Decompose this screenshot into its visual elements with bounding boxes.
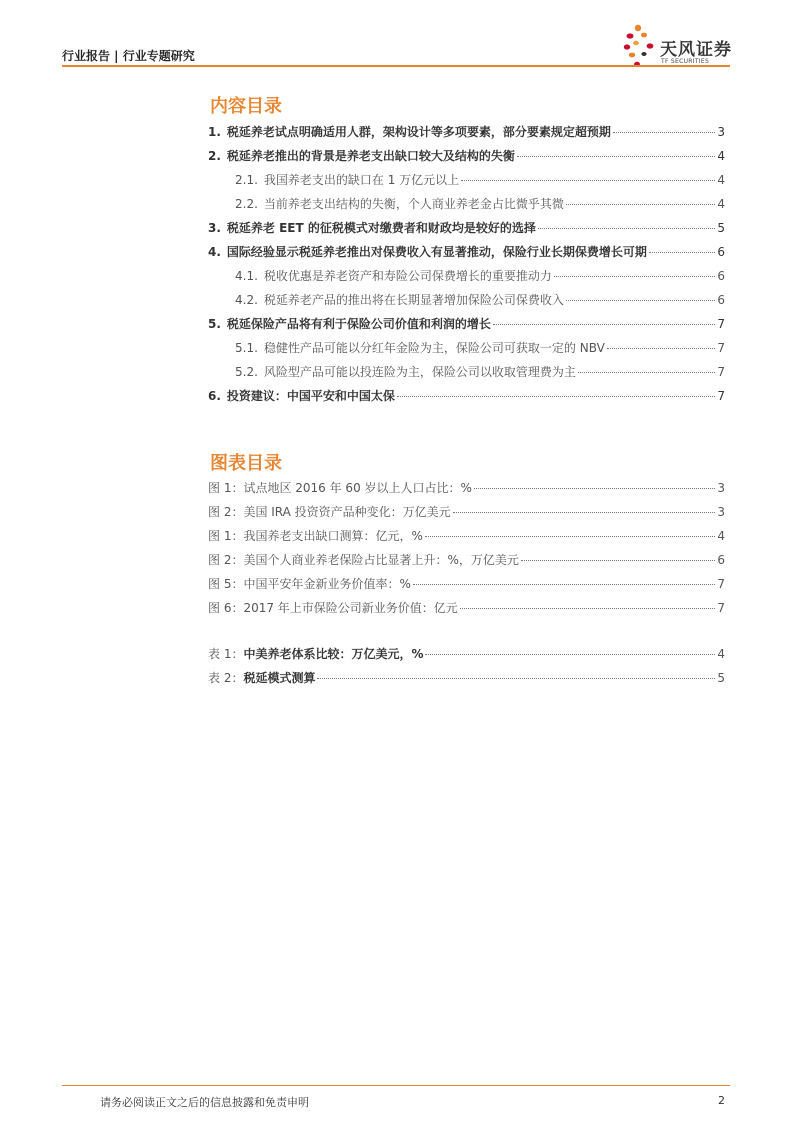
table-entry[interactable]: 表 2： 税延模式测算 5	[208, 671, 725, 685]
toc-subentry[interactable]: 5.1. 稳健性产品可能以分红年金险为主，保险公司可获取一定的 NBV 7	[235, 341, 725, 355]
toc-entry[interactable]: 5. 税延保险产品将有利于保险公司价值和利润的增长 7	[208, 317, 725, 331]
footer-disclaimer: 请务必阅读正文之后的信息披露和免责申明	[100, 1096, 309, 1109]
toc-subentry[interactable]: 4.1. 税收优惠是养老资产和寿险公司保费增长的重要推动力 6	[235, 269, 725, 283]
toc-entry[interactable]: 2. 税延养老推出的背景是养老支出缺口较大及结构的失衡 4	[208, 149, 725, 163]
toc-subentry[interactable]: 5.2. 风险型产品可能以投连险为主，保险公司以收取管理费为主 7	[235, 365, 725, 379]
table-entry[interactable]: 表 1： 中美养老体系比较：万亿美元，% 4	[208, 647, 725, 661]
figure-entry[interactable]: 图 5：中国平安年金新业务价值率：% 7	[208, 577, 725, 591]
figure-entry[interactable]: 图 6：2017 年上市保险公司新业务价值：亿元 7	[208, 601, 725, 615]
figure-entry[interactable]: 图 2：美国个人商业养老保险占比显著上升：%，万亿美元 6	[208, 553, 725, 567]
page-number: 2	[718, 1094, 725, 1107]
toc-title: 内容目录	[210, 96, 282, 117]
company-logo	[622, 22, 737, 70]
toc-entry[interactable]: 4. 国际经验显示税延养老推出对保费收入有显著推动，保险行业长期保费增长可期 6	[208, 245, 725, 259]
header-rule	[62, 65, 730, 67]
figure-entry[interactable]: 图 2：美国 IRA 投资资产品种变化：万亿美元 3	[208, 505, 725, 519]
toc-entry[interactable]: 1. 税延养老试点明确适用人群，架构设计等多项要素，部分要素规定超预期 3	[208, 125, 725, 139]
logo-subtitle: TF SECURITIES	[661, 58, 710, 65]
toc-entry[interactable]: 3. 税延养老 EET 的征税模式对缴费者和财政均是较好的选择 5	[208, 221, 725, 235]
logo-name: 天风证券	[660, 40, 732, 60]
toc-entry[interactable]: 6. 投资建议：中国平安和中国太保 7	[208, 389, 725, 403]
footer-rule	[62, 1085, 730, 1086]
toc-subentry[interactable]: 4.2. 税延养老产品的推出将在长期显著增加保险公司保费收入 6	[235, 293, 725, 307]
toc-subentry[interactable]: 2.2. 当前养老支出结构的失衡，个人商业养老金占比微乎其微 4	[235, 197, 725, 211]
toc-subentry[interactable]: 2.1. 我国养老支出的缺口在 1 万亿元以上 4	[235, 173, 725, 187]
figures-title: 图表目录	[210, 453, 282, 474]
figure-entry[interactable]: 图 1：我国养老支出缺口测算：亿元，% 4	[208, 529, 725, 543]
figure-entry[interactable]: 图 1：试点地区 2016 年 60 岁以上人口占比：% 3	[208, 481, 725, 495]
report-category: 行业报告 | 行业专题研究	[62, 49, 195, 63]
flower-logo-icon	[622, 22, 662, 70]
